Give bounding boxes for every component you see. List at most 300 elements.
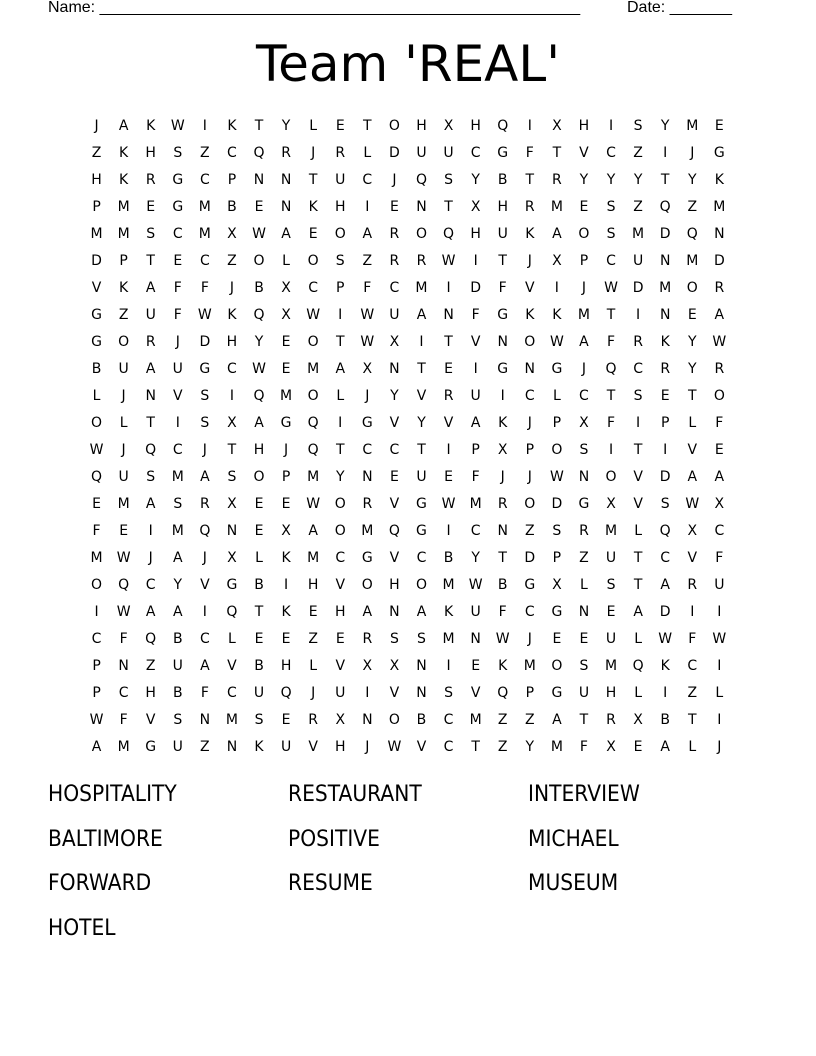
grid-letter: V bbox=[172, 388, 183, 404]
grid-letter: L bbox=[119, 415, 128, 431]
grid-letter: F bbox=[471, 469, 480, 485]
grid-letter: H bbox=[334, 739, 346, 755]
grid-letter: B bbox=[660, 712, 670, 728]
grid-letter: A bbox=[145, 361, 156, 377]
grid-letter: I bbox=[446, 442, 451, 458]
grid-letter: W bbox=[604, 280, 618, 296]
grid-letter: G bbox=[172, 199, 184, 215]
grid-letter: G bbox=[551, 685, 563, 701]
grid-letter: Y bbox=[254, 334, 264, 350]
grid-letter: E bbox=[254, 496, 264, 512]
grid-letter: O bbox=[388, 118, 400, 134]
grid-letter: J bbox=[581, 280, 587, 296]
grid-letter: A bbox=[633, 604, 643, 620]
grid-letter: C bbox=[606, 145, 616, 161]
grid-letter: I bbox=[202, 604, 207, 620]
grid-letter: R bbox=[606, 712, 616, 728]
grid-row bbox=[83, 302, 733, 329]
grid-letter: J bbox=[94, 118, 99, 134]
grid-letter: O bbox=[551, 442, 563, 458]
grid-letter: N bbox=[118, 658, 129, 674]
page-title: Team 'REAL' bbox=[256, 35, 560, 93]
grid-letter: A bbox=[281, 226, 291, 242]
grid-letter: C bbox=[389, 442, 400, 458]
grid-letter: G bbox=[497, 145, 509, 161]
grid-letter: S bbox=[444, 172, 453, 188]
grid-letter: S bbox=[335, 253, 345, 269]
grid-letter: H bbox=[334, 199, 346, 215]
grid-letter: R bbox=[714, 361, 725, 377]
grid-letter: T bbox=[227, 442, 237, 458]
grid-letter: A bbox=[145, 496, 156, 512]
grid-letter: X bbox=[552, 118, 562, 134]
grid-letter: A bbox=[714, 307, 725, 323]
grid-letter: M bbox=[415, 280, 428, 296]
grid-letter: H bbox=[416, 118, 427, 134]
grid-letter: C bbox=[145, 577, 156, 593]
grid-letter: E bbox=[119, 523, 129, 539]
grid-letter: Y bbox=[281, 118, 291, 134]
grid-letter: M bbox=[117, 496, 130, 512]
grid-row bbox=[83, 113, 733, 140]
grid-letter: X bbox=[633, 712, 643, 728]
grid-letter: P bbox=[92, 685, 101, 701]
grid-letter: S bbox=[579, 658, 589, 674]
word-list-item: BALTIMORE bbox=[48, 826, 163, 852]
grid-letter: X bbox=[497, 442, 508, 458]
grid-letter: L bbox=[228, 631, 236, 647]
grid-letter: F bbox=[688, 631, 697, 647]
grid-letter: S bbox=[633, 118, 643, 134]
grid-letter: W bbox=[712, 631, 727, 647]
grid-letter: E bbox=[254, 631, 264, 647]
grid-letter: E bbox=[335, 118, 345, 134]
grid-letter: A bbox=[660, 577, 670, 593]
grid-letter: H bbox=[497, 199, 508, 215]
grid-letter: A bbox=[579, 334, 589, 350]
grid-letter: Q bbox=[253, 388, 265, 404]
grid-letter: X bbox=[606, 739, 616, 755]
grid-letter: F bbox=[200, 685, 209, 701]
grid-letter: O bbox=[361, 577, 373, 593]
grid-letter: J bbox=[690, 145, 695, 161]
grid-letter: E bbox=[579, 631, 589, 647]
grid-letter: N bbox=[578, 469, 590, 485]
grid-letter: X bbox=[470, 199, 481, 215]
grid-letter: F bbox=[119, 631, 128, 647]
grid-letter: J bbox=[175, 334, 180, 350]
grid-letter: R bbox=[660, 361, 671, 377]
grid-letter: A bbox=[172, 604, 183, 620]
grid-letter: V bbox=[525, 280, 535, 296]
grid-letter: N bbox=[280, 172, 292, 188]
grid-letter: L bbox=[580, 577, 588, 593]
grid-letter: G bbox=[551, 361, 563, 377]
word-list-item: MUSEUM bbox=[528, 871, 619, 896]
grid-letter: S bbox=[417, 631, 426, 647]
grid-letter: E bbox=[173, 253, 183, 269]
grid-letter: R bbox=[497, 496, 508, 512]
grid-letter: Z bbox=[227, 253, 237, 269]
grid-letter: C bbox=[633, 361, 643, 377]
grid-letter: C bbox=[227, 685, 237, 701]
grid-letter: U bbox=[443, 145, 454, 161]
grid-letter: V bbox=[470, 685, 481, 701]
grid-letter: G bbox=[416, 523, 427, 539]
grid-letter: C bbox=[416, 550, 427, 566]
grid-letter: T bbox=[633, 442, 643, 458]
grid-letter: B bbox=[416, 712, 427, 728]
grid-letter: I bbox=[446, 523, 451, 539]
grid-letter: K bbox=[498, 415, 508, 431]
grid-letter: C bbox=[579, 388, 589, 404]
grid-letter: X bbox=[552, 577, 562, 593]
grid-letter: F bbox=[525, 145, 534, 161]
grid-letter: X bbox=[714, 496, 725, 512]
date-line: Date: _______ bbox=[627, 0, 732, 16]
grid-letter: O bbox=[415, 226, 427, 242]
grid-letter: B bbox=[254, 280, 264, 296]
grid-letter: J bbox=[527, 253, 532, 269]
grid-letter: X bbox=[389, 334, 400, 350]
grid-row bbox=[83, 194, 733, 221]
grid-row bbox=[83, 464, 733, 491]
grid-letter: T bbox=[552, 145, 562, 161]
grid-letter: I bbox=[365, 685, 370, 701]
grid-letter: I bbox=[690, 604, 695, 620]
grid-letter: N bbox=[253, 172, 265, 188]
grid-letter: E bbox=[146, 199, 156, 215]
grid-letter: Q bbox=[307, 442, 319, 458]
grid-letter: Z bbox=[497, 712, 508, 728]
grid-letter: A bbox=[714, 469, 725, 485]
grid-letter: M bbox=[90, 226, 103, 242]
grid-letter: V bbox=[633, 469, 643, 485]
grid-letter: A bbox=[254, 415, 264, 431]
grid-letter: K bbox=[308, 199, 318, 215]
grid-letter: K bbox=[281, 550, 291, 566]
grid-letter: J bbox=[148, 550, 153, 566]
grid-letter: J bbox=[202, 550, 207, 566]
grid-letter: I bbox=[338, 307, 343, 323]
grid-letter: M bbox=[171, 523, 184, 539]
grid-letter: S bbox=[444, 685, 453, 701]
grid-letter: E bbox=[281, 361, 291, 377]
grid-letter: X bbox=[281, 307, 291, 323]
grid-letter: G bbox=[416, 496, 427, 512]
grid-letter: M bbox=[550, 199, 563, 215]
grid-letter: Z bbox=[308, 631, 318, 647]
grid-letter: E bbox=[281, 712, 291, 728]
grid-letter: T bbox=[444, 199, 453, 215]
grid-letter: M bbox=[442, 577, 455, 593]
grid-letter: X bbox=[687, 523, 698, 539]
grid-letter: B bbox=[91, 361, 102, 377]
grid-letter: A bbox=[118, 118, 129, 134]
grid-letter: N bbox=[280, 199, 292, 215]
grid-letter: Z bbox=[200, 145, 210, 161]
grid-letter: Y bbox=[579, 172, 589, 188]
grid-letter: Y bbox=[471, 550, 480, 566]
grid-letter: E bbox=[660, 388, 670, 404]
grid-letter: F bbox=[715, 550, 724, 566]
grid-letter: G bbox=[172, 172, 184, 188]
grid-letter: L bbox=[688, 415, 697, 431]
grid-letter: L bbox=[309, 658, 318, 674]
grid-letter: C bbox=[227, 145, 237, 161]
grid-letter: S bbox=[552, 523, 562, 539]
grid-letter: Z bbox=[633, 199, 643, 215]
grid-letter: A bbox=[200, 658, 210, 674]
grid-letter: T bbox=[606, 307, 616, 323]
grid-letter: N bbox=[470, 631, 481, 647]
grid-letter: N bbox=[416, 199, 427, 215]
grid-letter: S bbox=[146, 469, 156, 485]
grid-letter: N bbox=[416, 685, 427, 701]
grid-letter: B bbox=[227, 199, 237, 215]
grid-letter: O bbox=[415, 577, 427, 593]
grid-letter: Q bbox=[443, 226, 455, 242]
grid-letter: I bbox=[608, 442, 614, 458]
word-list-item: HOTEL bbox=[48, 915, 116, 941]
grid-letter: T bbox=[633, 577, 643, 593]
grid-letter: I bbox=[500, 388, 505, 404]
grid-letter: E bbox=[552, 631, 562, 647]
grid-letter: R bbox=[335, 145, 346, 161]
grid-letter: I bbox=[446, 280, 451, 296]
grid-letter: E bbox=[92, 496, 101, 512]
grid-letter: K bbox=[146, 118, 156, 134]
grid-letter: E bbox=[335, 631, 345, 647]
grid-letter: S bbox=[173, 145, 183, 161]
grid-letter: P bbox=[471, 442, 480, 458]
grid-letter: E bbox=[281, 631, 291, 647]
grid-letter: O bbox=[578, 226, 590, 242]
grid-letter: V bbox=[91, 280, 102, 296]
grid-letter: D bbox=[470, 280, 482, 296]
grid-letter: A bbox=[470, 415, 481, 431]
grid-letter: G bbox=[145, 739, 157, 755]
grid-letter: R bbox=[389, 253, 400, 269]
grid-letter: S bbox=[146, 226, 156, 242]
grid-letter: N bbox=[226, 739, 238, 755]
grid-letter: B bbox=[254, 577, 264, 593]
grid-letter: D bbox=[659, 226, 671, 242]
grid-letter: M bbox=[117, 199, 130, 215]
grid-letter: I bbox=[473, 253, 478, 269]
grid-letter: O bbox=[253, 469, 265, 485]
grid-letter: N bbox=[497, 523, 508, 539]
grid-letter: A bbox=[145, 280, 156, 296]
grid-letter: E bbox=[254, 523, 264, 539]
grid-letter: M bbox=[469, 496, 482, 512]
grid-letter: L bbox=[634, 523, 642, 539]
grid-letter: H bbox=[470, 226, 481, 242]
grid-letter: S bbox=[200, 388, 210, 404]
grid-row bbox=[83, 572, 733, 599]
grid-letter: Y bbox=[606, 172, 616, 188]
grid-letter: E bbox=[714, 442, 724, 458]
word-list-item: HOSPITALITY bbox=[48, 782, 177, 807]
grid-letter: V bbox=[389, 550, 400, 566]
grid-letter: C bbox=[443, 739, 454, 755]
grid-letter: M bbox=[442, 631, 455, 647]
word-list-item: MICHAEL bbox=[528, 826, 619, 852]
grid-letter: X bbox=[579, 415, 589, 431]
grid-letter: L bbox=[92, 388, 101, 404]
grid-letter: N bbox=[659, 253, 671, 269]
grid-letter: U bbox=[335, 172, 346, 188]
grid-letter: M bbox=[90, 550, 103, 566]
grid-letter: C bbox=[118, 685, 129, 701]
grid-letter: U bbox=[280, 739, 292, 755]
grid-letter: A bbox=[335, 361, 346, 377]
grid-row bbox=[83, 221, 733, 248]
grid-letter: F bbox=[200, 280, 209, 296]
grid-letter: F bbox=[498, 604, 507, 620]
grid-letter: O bbox=[524, 496, 536, 512]
grid-letter: J bbox=[581, 361, 587, 377]
grid-letter: Y bbox=[633, 172, 643, 188]
grid-letter: I bbox=[473, 361, 478, 377]
grid-letter: O bbox=[91, 577, 103, 593]
grid-letter: W bbox=[441, 253, 456, 269]
grid-letter: E bbox=[308, 226, 318, 242]
grid-letter: D bbox=[632, 280, 644, 296]
grid-letter: F bbox=[606, 334, 616, 350]
grid-letter: C bbox=[470, 523, 481, 539]
grid-letter: P bbox=[660, 415, 670, 431]
grid-letter: I bbox=[94, 604, 99, 620]
grid-letter: W bbox=[116, 550, 131, 566]
grid-letter: W bbox=[360, 307, 375, 323]
grid-letter: C bbox=[199, 631, 210, 647]
grid-letter: O bbox=[334, 523, 346, 539]
grid-letter: O bbox=[524, 334, 536, 350]
grid-letter: Q bbox=[686, 226, 698, 242]
grid-row bbox=[83, 437, 733, 464]
grid-letter: J bbox=[311, 145, 316, 161]
grid-letter: N bbox=[226, 523, 238, 539]
grid-letter: W bbox=[306, 496, 321, 512]
grid-letter: J bbox=[500, 469, 505, 485]
grid-letter: N bbox=[578, 604, 590, 620]
grid-letter: H bbox=[145, 685, 156, 701]
grid-letter: Q bbox=[145, 631, 157, 647]
grid-letter: E bbox=[281, 496, 291, 512]
grid-letter: W bbox=[712, 334, 727, 350]
grid-letter: M bbox=[198, 199, 211, 215]
grid-letter: K bbox=[227, 307, 237, 323]
grid-letter: H bbox=[470, 118, 481, 134]
grid-letter: Q bbox=[199, 523, 211, 539]
grid-letter: J bbox=[527, 469, 532, 485]
word-list-item: INTERVIEW bbox=[528, 782, 640, 807]
grid-letter: V bbox=[227, 658, 237, 674]
grid-letter: G bbox=[361, 415, 373, 431]
grid-letter: Z bbox=[91, 145, 102, 161]
grid-letter: X bbox=[552, 253, 562, 269]
grid-letter: W bbox=[116, 604, 131, 620]
grid-letter: L bbox=[552, 388, 561, 404]
grid-letter: C bbox=[172, 226, 183, 242]
grid-letter: L bbox=[634, 685, 642, 701]
grid-letter: E bbox=[471, 658, 481, 674]
grid-letter: I bbox=[446, 658, 451, 674]
grid-letter: J bbox=[202, 442, 207, 458]
grid-letter: W bbox=[89, 712, 104, 728]
grid-letter: Q bbox=[659, 523, 671, 539]
grid-row bbox=[83, 167, 733, 194]
grid-letter: W bbox=[252, 361, 266, 377]
grid-row bbox=[83, 734, 733, 761]
name-line: Name: ______________________________________________________ bbox=[48, 0, 581, 16]
grid-letter: X bbox=[362, 658, 373, 674]
grid-letter: C bbox=[172, 442, 183, 458]
grid-letter: O bbox=[307, 388, 319, 404]
grid-letter: Y bbox=[687, 361, 697, 377]
grid-letter: S bbox=[389, 631, 399, 647]
grid-letter: C bbox=[362, 172, 373, 188]
grid-letter: V bbox=[470, 334, 481, 350]
grid-letter: E bbox=[254, 199, 264, 215]
grid-letter: Q bbox=[226, 604, 238, 620]
grid-letter: P bbox=[281, 469, 291, 485]
grid-letter: C bbox=[606, 253, 616, 269]
grid-letter: Z bbox=[687, 199, 698, 215]
grid-letter: Q bbox=[91, 469, 103, 485]
grid-letter: K bbox=[119, 145, 129, 161]
grid-letter: T bbox=[687, 388, 697, 404]
grid-letter: J bbox=[365, 388, 370, 404]
grid-letter: Y bbox=[390, 388, 399, 404]
grid-letter: O bbox=[686, 280, 698, 296]
grid-letter: V bbox=[389, 415, 400, 431]
grid-letter: H bbox=[145, 145, 156, 161]
grid-letter: K bbox=[443, 604, 454, 620]
grid-letter: G bbox=[226, 577, 238, 593]
grid-letter: Z bbox=[200, 739, 210, 755]
grid-letter: N bbox=[497, 334, 508, 350]
grid-letter: W bbox=[549, 334, 564, 350]
grid-letter: V bbox=[416, 739, 427, 755]
grid-letter: C bbox=[199, 172, 210, 188]
grid-letter: S bbox=[227, 469, 237, 485]
grid-letter: S bbox=[173, 712, 183, 728]
grid-letter: N bbox=[443, 307, 454, 323]
grid-row bbox=[83, 383, 733, 410]
grid-letter: D bbox=[551, 496, 563, 512]
grid-letter: L bbox=[634, 631, 642, 647]
grid-letter: M bbox=[307, 550, 320, 566]
grid-letter: O bbox=[334, 226, 346, 242]
grid-letter: O bbox=[307, 334, 319, 350]
grid-letter: W bbox=[387, 739, 402, 755]
grid-letter: I bbox=[202, 118, 207, 134]
grid-letter: U bbox=[497, 226, 508, 242]
grid-letter: A bbox=[308, 523, 318, 539]
grid-letter: Z bbox=[687, 685, 698, 701]
grid-letter: T bbox=[254, 118, 264, 134]
grid-letter: M bbox=[604, 523, 618, 539]
grid-letter: I bbox=[284, 577, 289, 593]
letter-grid bbox=[83, 113, 733, 761]
grid-letter: Y bbox=[687, 172, 697, 188]
grid-letter: M bbox=[604, 658, 618, 674]
grid-letter: M bbox=[713, 199, 726, 215]
grid-letter: J bbox=[121, 442, 126, 458]
grid-letter: T bbox=[525, 172, 535, 188]
